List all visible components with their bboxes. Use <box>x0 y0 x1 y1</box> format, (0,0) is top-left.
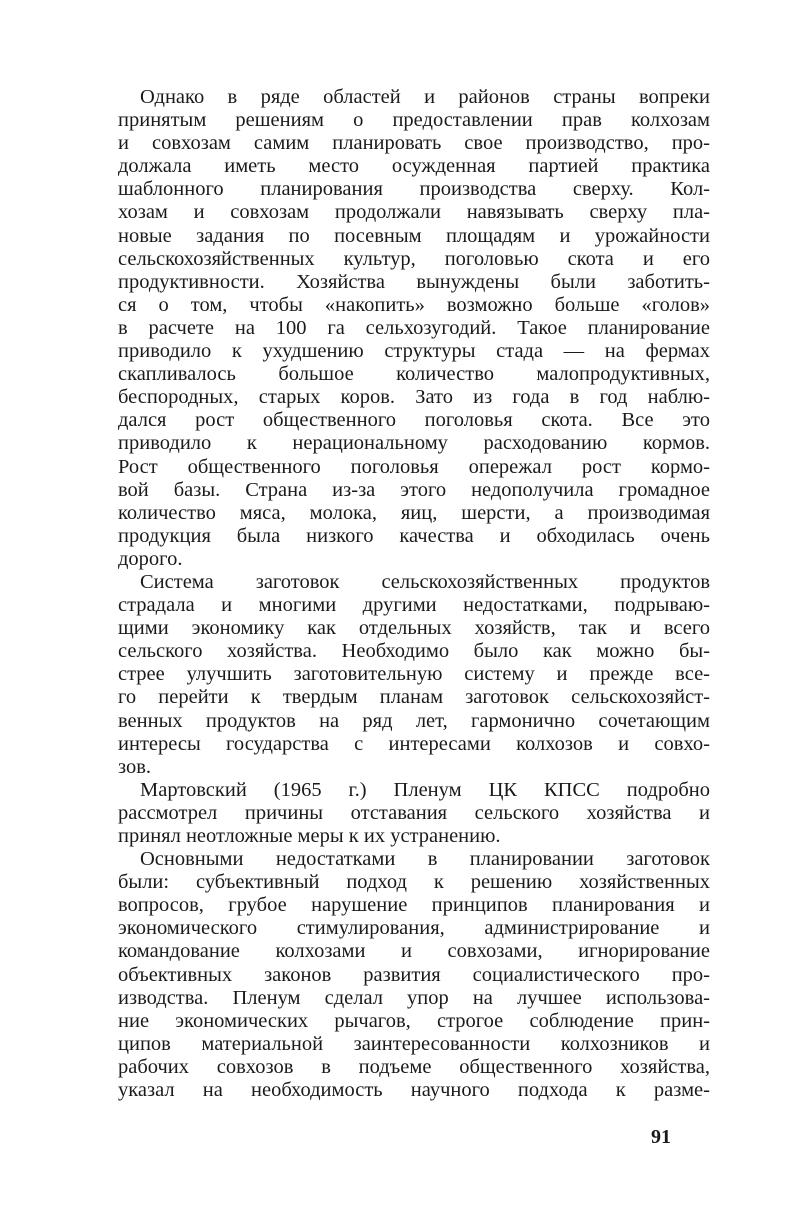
paragraph-4 <box>118 848 710 1102</box>
text-line: продуктивности. Хозяйства вынуждены были заботить- <box>118 270 710 293</box>
text-line: вопросов, грубое нарушение принципов планирования и <box>118 894 710 917</box>
text-line: вой базы. Страна из-за этого недополучила громадное <box>118 478 710 501</box>
text-line: дался рост общественного поголовья скота. Все это <box>118 409 710 432</box>
text-line: интересы государства с интересами колхозов и совхо- <box>118 732 710 755</box>
text-line: экономического стимулирования, администрирование и <box>118 917 710 940</box>
text-line: новые задания по посевным площадям и урожайности <box>118 224 710 247</box>
text-line: ние экономических рычагов, строгое соблюдение прин- <box>118 1009 710 1032</box>
text-line: в расчете на 100 га сельхозугодий. Такое планирование <box>118 316 710 339</box>
page-number: 91 <box>651 1126 671 1148</box>
text-line: рассмотрел причины отставания сельского хозяйства и <box>118 801 710 824</box>
text-line: шаблонного планирования производства сверху. Кол- <box>118 178 710 201</box>
text-line: дорого. <box>118 547 183 570</box>
text-line: венных продуктов на ряд лет, гармонично сочетающим <box>118 709 710 732</box>
text-line: количество мяса, молока, яиц, шерсти, а производимая <box>118 501 710 524</box>
text-line: го перейти к твердым планам заготовок сельскохозяйст- <box>118 686 710 709</box>
text-line: продукция была низкого качества и обходилась очень <box>118 524 710 547</box>
text-line: Мартовский (1965 г.) Пленум ЦК КПСС подробно <box>140 778 710 801</box>
text-line: стрее улучшить заготовительную систему и прежде все- <box>118 663 710 686</box>
text-line: хозам и совхозам продолжали навязывать сверху пла- <box>118 201 710 224</box>
text-line: приводило к ухудшению структуры стада — на фермах <box>118 340 710 363</box>
text-line: объективных законов развития социалистического про- <box>118 963 710 986</box>
text-line: изводства. Пленум сделал упор на лучшее использова- <box>118 986 710 1009</box>
text-line: рабочих совхозов в подъеме общественного хозяйства, <box>118 1055 710 1078</box>
text-line: щими экономику как отдельных хозяйств, так и всего <box>118 617 710 640</box>
text-line: Однако в ряде областей и районов страны вопреки <box>140 86 710 108</box>
text-line: указал на необходимость научного подхода к разме- <box>118 1079 710 1102</box>
paragraph-3 <box>118 779 710 848</box>
text-line: ся о том, чтобы «накопить» возможно больше «голов» <box>118 293 710 316</box>
text-line: зов. <box>118 755 152 778</box>
text-line: Основными недостатками в планировании заготовок <box>140 848 710 871</box>
text-line: принятым решениям о предоставлении прав колхозам <box>118 109 710 132</box>
text-line: принял неотложные меры к их устранению. <box>118 825 501 847</box>
text-line: и совхозам самим планировать свое производство, про- <box>118 132 710 155</box>
text-line: командование колхозами и совхозами, игнорирование <box>118 940 710 963</box>
page-body <box>118 86 710 1102</box>
text-line: должала иметь место осужденная партией практика <box>118 155 710 178</box>
text-line: сельского хозяйства. Необходимо было как можно бы- <box>118 640 710 663</box>
text-line: были: субъективный подход к решению хозяйственных <box>118 871 710 894</box>
text-line: беспородных, старых коров. Зато из года в год наблю- <box>118 386 710 409</box>
text-line: Система заготовок сельскохозяйственных продуктов <box>140 570 710 593</box>
paragraph-2 <box>118 571 710 779</box>
paragraph-1 <box>118 86 710 571</box>
text-line: страдала и многими другими недостатками, подрываю- <box>118 594 710 617</box>
text-line: скапливалось большое количество малопродуктивных, <box>118 363 710 386</box>
text-line: Рост общественного поголовья опережал рост кормо- <box>118 455 710 478</box>
text-line: ципов материальной заинтересованности колхозников и <box>118 1032 710 1055</box>
text-line: приводило к нерациональному расходованию кормов. <box>118 432 710 455</box>
text-line: сельскохозяйственных культур, поголовью скота и его <box>118 247 710 270</box>
